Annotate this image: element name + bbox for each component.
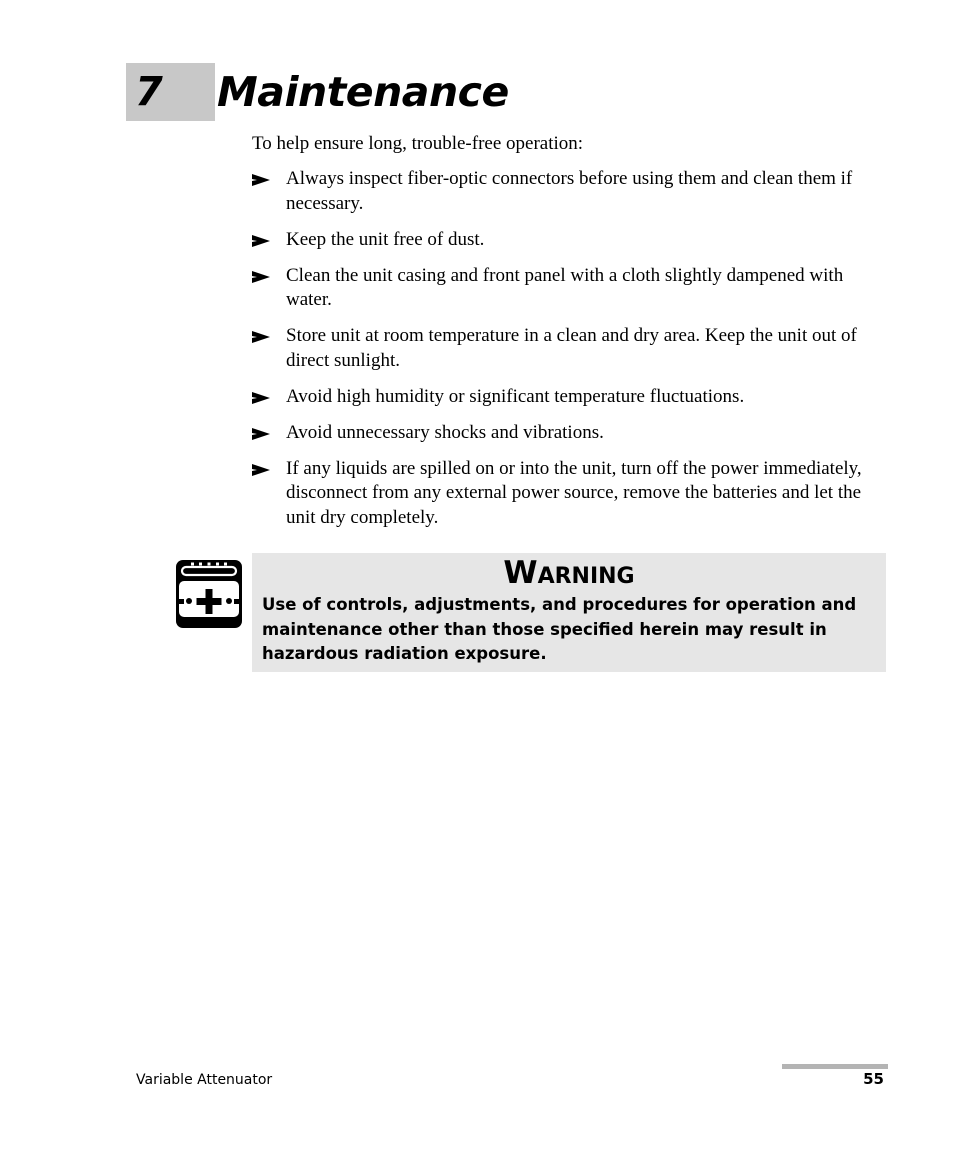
list-item-text: If any liquids are spilled on or into the unit, turn off the power immediately, disconnect from any external power source, remove the batteries and let the unit dry completely. [286, 457, 862, 528]
list-item [252, 324, 888, 373]
list-item [252, 264, 888, 313]
list-item-text: Always inspect fiber-optic connectors before using them and clean them if necessary. [286, 168, 853, 214]
warning-box [252, 553, 886, 672]
list-item-text: Avoid high humidity or significant temperature fluctuations. [286, 385, 745, 407]
chapter-title: Maintenance [217, 68, 509, 116]
arrow-bullet-icon [252, 174, 270, 186]
list-item [252, 228, 888, 253]
list-item-text: Avoid unnecessary shocks and vibrations. [286, 421, 604, 443]
intro-text: To help ensure long, trouble-free operation: [252, 133, 584, 154]
footer-document-title: Variable Attenuator [136, 1072, 273, 1088]
ambulance-warning-icon [175, 559, 243, 629]
list-item [252, 457, 888, 531]
arrow-bullet-icon [252, 392, 270, 404]
chapter-number: 7 [135, 69, 163, 115]
list-item-text: Keep the unit free of dust. [286, 228, 485, 250]
list-item-text: Store unit at room temperature in a clean and dry area. Keep the unit out of direct sunlight. [286, 325, 857, 371]
page-number: 55 [863, 1070, 884, 1088]
maintenance-list [252, 167, 888, 542]
arrow-bullet-icon [252, 464, 270, 476]
list-item [252, 421, 888, 446]
list-item-text: Clean the unit casing and front panel with a cloth slightly dampened with water. [286, 264, 844, 310]
list-item [252, 385, 888, 410]
warning-text: Use of controls, adjustments, and procedures for operation and maintenance other than those specified herein may result in hazardous radiation exposure. [262, 595, 857, 663]
arrow-bullet-icon [252, 271, 270, 283]
arrow-bullet-icon [252, 331, 270, 343]
warning-title: Warning [503, 555, 635, 591]
list-item [252, 167, 888, 216]
arrow-bullet-icon [252, 235, 270, 247]
arrow-bullet-icon [252, 428, 270, 440]
